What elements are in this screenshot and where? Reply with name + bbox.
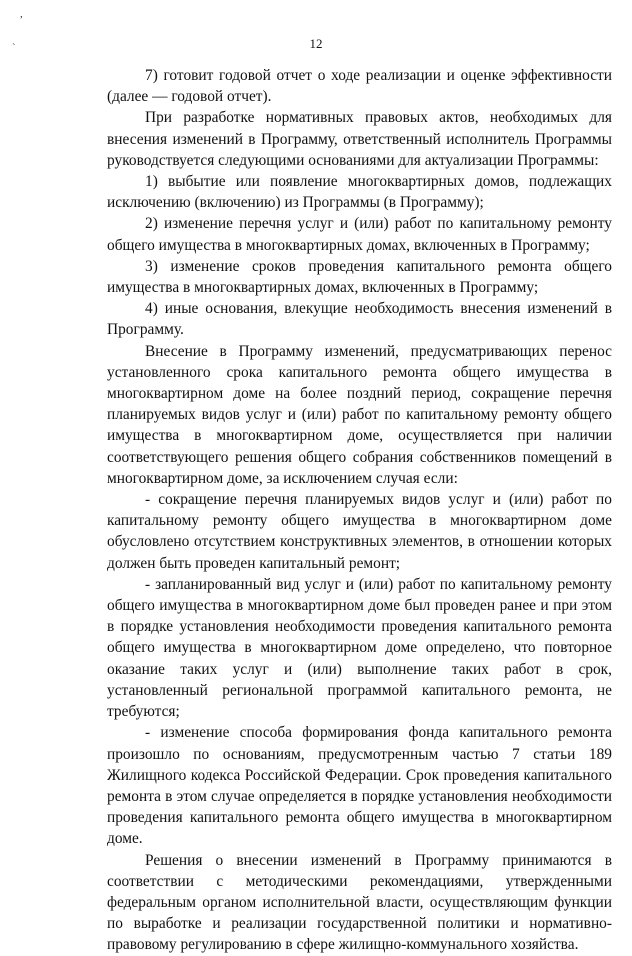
paragraph: 2) изменение перечня услуг и (или) работ по капитальному ремонту общего имущества в многоквартирных домах, включенных в Программу; <box>107 215 612 254</box>
document-body <box>107 65 612 956</box>
paragraph: - изменение способа формирования фонда капитального ремонта произошло по основаниям, предусмотренным частью 7 статьи 189 Жилищного кодекса Российской Федерации. Срок проведения капитального ремонта в этом случае определяется в порядке установления необходимости проведения капитального ремонта общего имущества в многоквартирном доме. <box>107 724 612 848</box>
paragraph: 7) готовит годовой отчет о ходе реализации и оценке эффективности (далее — годовой отчет). <box>107 67 612 106</box>
paragraph: Внесение в Программу изменений, предусматривающих перенос установленного срока капитального ремонта общего имущества в многоквартирном доме на более поздний период, сокращение перечня планируемых видов услуг и (или) работ по капитальному ремонту общего имущества в многоквартирном доме, осуществляется при наличии соответствующего решения общего собрания собственников помещений в многоквартирном доме, за исключением случая если: <box>107 342 612 487</box>
paragraph: 4) иные основания, влекущие необходимость внесения изменений в Программу. <box>107 300 612 339</box>
paragraph: - запланированный вид услуг и (или) работ по капитальному ремонту общего имущества в многоквартирном доме был проведен ранее и при этом в порядке установления необходимости проведения капитального ремонта общего имущества в многоквартирном доме определено, что повторное оказание таких услуг и (или) выполнение таких работ в срок, установленный региональной программой капитального ремонта, не требуются; <box>107 575 612 721</box>
paragraph: 1) выбытие или появление многоквартирных домов, подлежащих исключению (включению) из Программы (в Программу); <box>107 173 612 212</box>
scan-mark: , <box>20 8 23 20</box>
paragraph: Решения о внесении изменений в Программу принимаются в соответствии с методическими рекомендациями, утвержденными федеральным органом исполнительной власти, осуществляющим функции по выработке и реализации государственной политики и нормативно-правовому регулированию в сфере жилищно-коммунального хозяйства. <box>107 851 612 954</box>
scan-mark: ˋ <box>12 42 16 54</box>
page-number: 12 <box>309 36 323 51</box>
paragraph: 3) изменение сроков проведения капитального ремонта общего имущества в многоквартирных домах, включенных в Программу; <box>107 257 612 297</box>
paragraph: - сокращение перечня планируемых видов услуг и (или) работ по капитальному ремонту общего имущества в многоквартирном доме обусловлено отсутствием конструктивных элементов, в отношении которых должен быть проведен капитальный ремонт; <box>107 491 612 572</box>
paragraph: При разработке нормативных правовых актов, необходимых для внесения изменений в Программу, ответственный исполнитель Программы руководствуется следующими основаниями для актуализации Программы: <box>107 109 612 169</box>
